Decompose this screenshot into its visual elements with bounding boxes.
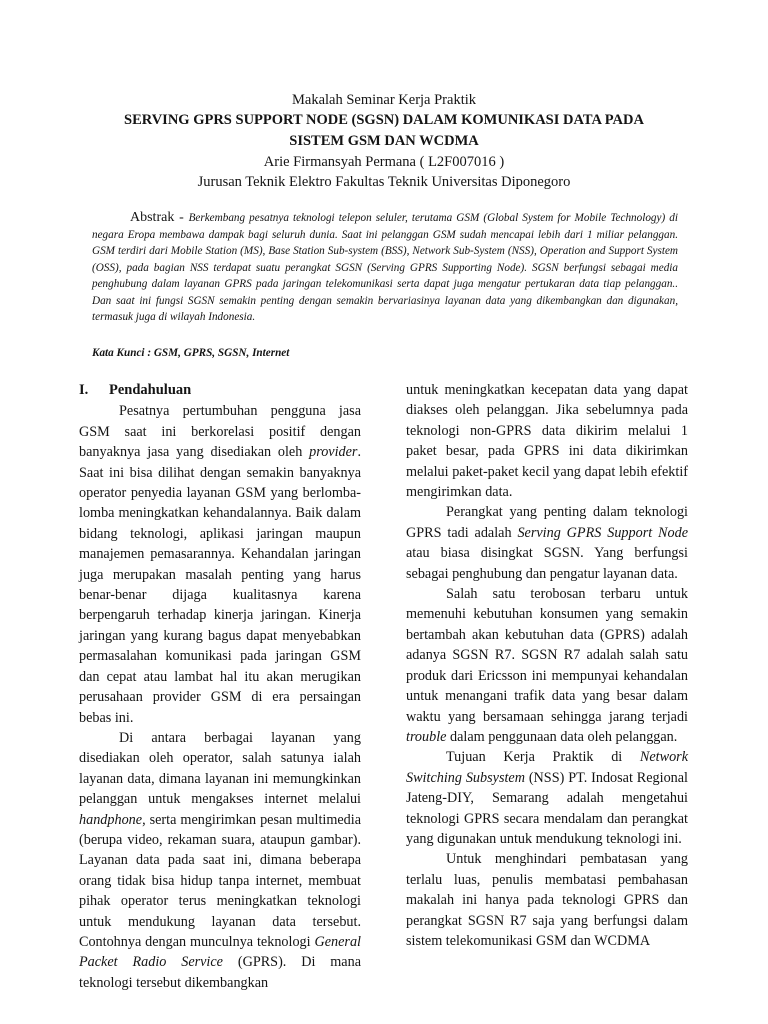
paragraph: Salah satu terobosan terbaru untuk memenuhi kebutuhan konsumen yang semakin bertambah akan kebutuhan data (GPRS) adalah adanya SGSN R7. SGSN R7 adalah salah satu produk dari Ericsson ini mempunyai kehandalan untuk menangani trafik data yang besar dalam waktu yang bersamaan sehingga jarang terjadi trouble dalam penggunaan data oleh pelanggan. [406, 586, 688, 745]
paragraph: Untuk menghindari pembatasan yang terlalu luas, penulis membatasi pembahasan makalah ini hanya pada teknologi GPRS dan perangkat SGSN R7 saja yang berfungsi dalam sistem telekomunikasi GSM dan WCDMA [406, 851, 688, 949]
right-column [406, 380, 688, 951]
paragraph: Perangkat yang penting dalam teknologi GPRS tadi adalah Serving GPRS Support Node atau biasa disingkat SGSN. Yang berfungsi sebagai penghubung dan pengatur layanan data. [406, 504, 688, 582]
paper-title-line-2: SISTEM GSM DAN WCDMA [289, 133, 479, 149]
left-column [79, 380, 361, 993]
seminar-label: Makalah Seminar Kerja Praktik [291, 92, 476, 108]
section-heading [79, 380, 361, 400]
keywords: Kata Kunci : GSM, GPRS, SGSN, Internet [92, 347, 290, 359]
paragraph: Di antara berbagai layanan yang disediakan oleh operator, salah satunya ialah layanan data, dimana layanan ini memungkinkan pelanggan untuk mengakses internet melalui handphone, serta mengirimkan pesan multimedia (berupa video, rekaman suara, ataupun gambar). Layanan data pada saat ini, dimana beberapa orang tidak bisa hidup tanpa internet, membuat pihak operator terus meningkatkan teknologi untuk mendukung layanan data tersebut. Contohnya dengan munculnya teknologi General Packet Radio Service (GPRS). Di mana teknologi tersebut dikembangkan [79, 729, 361, 991]
paper-header [60, 90, 708, 192]
paper-title-line-1: SERVING GPRS SUPPORT NODE (SGSN) DALAM KOMUNIKASI DATA PADA [124, 112, 644, 128]
section-title: Pendahuluan [109, 382, 192, 398]
section-number: I. [79, 382, 89, 398]
paragraph: untuk meningkatkan kecepatan data yang dapat diakses oleh pelanggan. Jika sebelumnya pada teknologi non-GPRS data dikirim melalui 1 paket besar, pada GPRS ini data dikirimkan melalui paket-paket kecil yang dapat lebih efektif mengirimkan data. [406, 382, 688, 501]
abstract-body: Berkembang pesatnya teknologi telepon seluler, terutama GSM (Global System for Mobile Technology) di negara Eropa membawa dampak bagi seluruh dunia. Saat ini pelanggan GSM sudah mencapai lebih dari 1 miliar pelanggan. GSM terdiri dari Mobile Station (MS), Base Station Sub-system (BSS), Network Sub-System (NSS), Operation and Support System (OSS), pada bagian NSS terdapat suatu perangkat SGSN (Serving GPRS Supporting Node). SGSN berfungsi sebagai media penghubung dalam layanan GPRS pada jaringan telekomunikasi serta dapat juga mengatur pertukaran data tiap pelanggan.. Dan saat ini fungsi SGSN semakin penting dengan semakin bervariasinya layanan data yang dikembangkan dan digunakan, termasuk juga di wilayah Indonesia. [92, 212, 678, 323]
affiliation: Jurusan Teknik Elektro Fakultas Teknik Universitas Diponegoro [197, 174, 571, 190]
abstract-lead: Abstrak - [130, 210, 189, 225]
paragraph: Tujuan Kerja Praktik di Network Switching Subsystem (NSS) PT. Indosat Regional Jateng-DIY, Semarang adalah mengetahui teknologi GPRS secara mendalam dan perangkat yang digunakan untuk mendukung teknologi ini. [406, 749, 688, 847]
author: Arie Firmansyah Permana ( L2F007016 ) [263, 154, 505, 170]
paragraph: Pesatnya pertumbuhan pengguna jasa GSM saat ini berkorelasi positif dengan banyaknya jasa yang disediakan oleh provider. Saat ini bisa dilihat dengan semakin banyaknya operator penyedia layanan GSM yang berlomba-lomba meningkatkan kehandalannya. Baik dalam bidang teknologi, aplikasi jaringan maupun manajemen pemasarannya. Kehandalan jaringan juga merupakan masalah penting yang harus benar-benar dijaga kualitasnya karena berpengaruh terhadap kinerja jaringan. Kinerja jaringan yang kurang bagus dapat menyebabkan permasalahan komunikasi pada jaringan GSM dan cepat atau lambat hal itu akan merugikan perusahaan provider GSM di era persaingan bebas ini. [79, 403, 361, 726]
abstract [92, 210, 678, 326]
